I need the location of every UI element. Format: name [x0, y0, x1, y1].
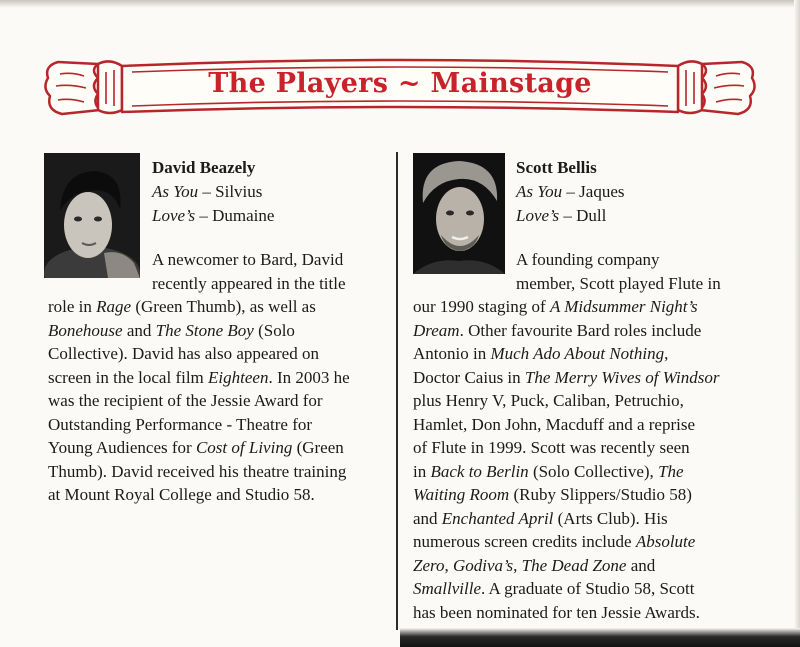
bio-line: A founding company [516, 250, 660, 269]
player-bio [48, 295, 350, 507]
column-divider [396, 152, 398, 630]
role-character: Dull [576, 206, 607, 225]
bio-line: member, Scott played Flute in [516, 273, 721, 293]
bio-line: Waiting Room (Ruby Slippers/Studio 58) [413, 485, 692, 504]
bio-line: A newcomer to Bard, David [152, 250, 344, 269]
player-bio-intro [152, 248, 346, 295]
bio-line: recently appeared in the title [152, 273, 346, 293]
bio-line: role in Rage (Green Thumb), as well as [48, 297, 316, 316]
bio-line: Collective). David has also appeared on [48, 344, 319, 363]
bio-line: numerous screen credits include Absolute [413, 532, 696, 551]
player-name: David Beazely [152, 158, 256, 177]
bio-line: Smallville. A graduate of Studio 58, Scott [413, 579, 695, 598]
bio-line: Hamlet, Don John, Macduff and a reprise [413, 414, 695, 434]
page-bottom-shadow [400, 628, 800, 647]
role-character: Jaques [579, 182, 625, 201]
bio-line: Antonio in Much Ado About Nothing, [413, 344, 669, 363]
bio-line: plus Henry V, Puck, Caliban, Petruchio, [413, 391, 684, 410]
page-right-shadow [794, 0, 800, 647]
bio-line: Young Audiences for Cost of Living (Green [48, 438, 344, 457]
player-role: Love’s – Dull [516, 206, 607, 225]
role-play: As You [152, 182, 199, 201]
bio-line: Thumb). David received his theatre training [48, 461, 347, 481]
bio-line: Dream. Other favourite Bard roles include [413, 320, 702, 340]
bio-line: Doctor Caius in The Merry Wives of Windsor [413, 367, 720, 387]
player-role: As You – Jaques [516, 182, 625, 201]
player-bio [413, 295, 719, 624]
bio-line: screen in the local film Eighteen. In 2003 he [48, 367, 350, 387]
player-bio-intro [516, 248, 721, 295]
bio-line: our 1990 staging of A Midsummer Night’s [413, 297, 698, 316]
role-character: Silvius [215, 182, 263, 201]
bio-line: Zero, Godiva’s, The Dead Zone and [413, 555, 656, 575]
bio-line: at Mount Royal College and Studio 58. [48, 485, 315, 504]
scroll-banner [40, 52, 760, 124]
bio-line: in Back to Berlin (Solo Collective), The [413, 461, 684, 481]
role-character: Dumaine [212, 206, 275, 225]
role-play: As You [516, 182, 563, 201]
role-play: Love’s [516, 206, 560, 225]
bio-line: Bonehouse and The Stone Boy (Solo [48, 320, 295, 340]
headshot-photo-david-beazely [44, 153, 140, 278]
bio-line: Outstanding Performance - Theatre for [48, 414, 313, 434]
bio-line: of Flute in 1999. Scott was recently seen [413, 438, 690, 457]
bio-line: has been nominated for ten Jessie Awards. [413, 602, 700, 622]
bio-line: and Enchanted April (Arts Club). His [413, 508, 668, 528]
player-role: Love’s – Dumaine [152, 206, 275, 225]
player-name: Scott Bellis [516, 158, 597, 177]
player-role: As You – Silvius [152, 182, 263, 201]
bio-line: was the recipient of the Jessie Award for [48, 391, 323, 410]
headshot-photo-scott-bellis [413, 153, 505, 274]
role-play: Love’s [152, 206, 196, 225]
page-title: The Players ~ Mainstage [208, 68, 592, 99]
page-top-shadow [0, 0, 800, 8]
